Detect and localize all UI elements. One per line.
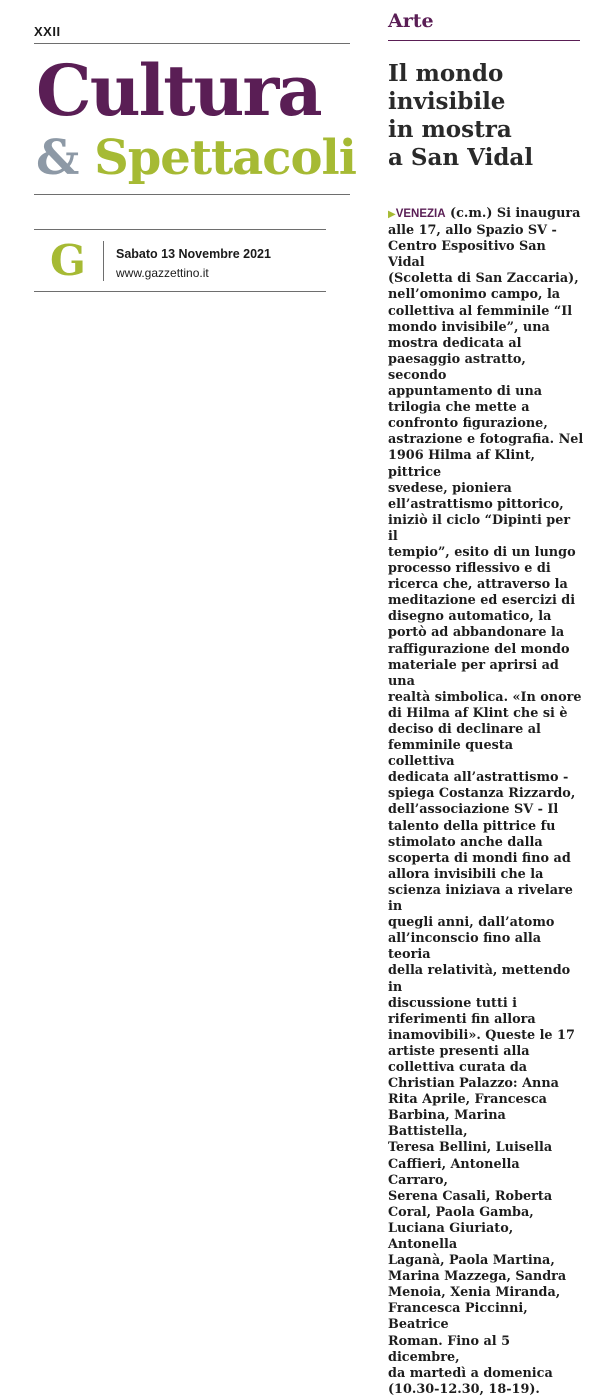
- date-box-bottom-rule: [34, 291, 326, 292]
- masthead-spettacoli: Spettacoli: [94, 130, 356, 186]
- body-line: Francesca Piccinni, Beatrice: [388, 1301, 528, 1333]
- masthead-rule: [34, 194, 350, 195]
- play-marker-icon: ▶: [388, 209, 396, 220]
- body-line: della relatività, mettendo in: [388, 963, 571, 995]
- body-line: allora invisibili che la: [388, 866, 544, 882]
- body-line: riferimenti fin allora: [388, 1011, 536, 1027]
- body-line: Serena Casali, Roberta: [388, 1188, 553, 1204]
- body-line: Centro Espositivo San Vidal: [388, 239, 546, 271]
- body-line: inamovibili». Queste le 17: [388, 1027, 575, 1043]
- issue-date: Sabato 13 Novembre 2021: [116, 247, 271, 261]
- body-line: appuntamento di una: [388, 384, 543, 400]
- body-line: trilogia che mette a: [388, 400, 530, 416]
- masthead-ampersand: &: [36, 130, 79, 186]
- masthead-spettacoli-line: [36, 130, 356, 186]
- body-line: ricerca che, attraverso la: [388, 577, 568, 593]
- body-line: nell’omonimo campo, la: [388, 287, 561, 303]
- headline-line: in mostra: [388, 116, 512, 143]
- body-line: realtà simbolica. «In onore: [388, 689, 582, 705]
- body-line: tempio”, esito di un lungo: [388, 544, 576, 560]
- body-line: scoperta di mondi fino ad: [388, 850, 571, 866]
- masthead-cultura: Cultura: [36, 49, 321, 132]
- body-line: Christian Palazzo: Anna: [388, 1076, 559, 1092]
- body-line: stimolato anche dalla: [388, 834, 543, 850]
- body-line: scienza iniziava a rivelare in: [388, 882, 573, 915]
- body-line: 1906 Hilma af Klint, pittrice: [388, 448, 535, 480]
- article-body: [388, 206, 584, 1398]
- body-line: mondo invisibile”, una: [388, 319, 550, 335]
- body-line: artiste presenti alla: [388, 1043, 530, 1059]
- body-line: disegno automatico, la: [388, 609, 552, 625]
- body-line: Roman. Fino al 5 dicembre,: [388, 1333, 510, 1365]
- body-line: alle 17, allo Spazio SV -: [388, 223, 557, 239]
- body-line: (Scoletta di San Zaccaria),: [388, 271, 579, 287]
- body-line: Caffieri, Antonella Carraro,: [388, 1156, 520, 1188]
- body-line: Coral, Paola Gamba,: [388, 1204, 534, 1220]
- body-line: meditazione ed esercizi di: [388, 593, 576, 609]
- section-rule: [388, 40, 580, 41]
- body-line: di Hilma af Klint che si è: [388, 705, 568, 721]
- body-line: Marina Mazzega, Sandra: [388, 1269, 567, 1285]
- body-line: Barbina, Marina Battistella,: [388, 1108, 506, 1140]
- body-line: quegli anni, dall’atomo: [388, 915, 555, 931]
- body-line: processo riflessivo e di: [388, 561, 551, 577]
- body-line-text: (c.m.) Si inaugura: [450, 206, 581, 221]
- body-line: iniziò il ciclo “Dipinti per il: [388, 512, 571, 544]
- body-line: da martedì a domenica: [388, 1365, 553, 1381]
- section-label: Arte: [388, 10, 434, 32]
- header-rule: [34, 43, 350, 44]
- body-line: femminile questa collettiva: [388, 738, 514, 770]
- body-line: spiega Costanza Rizzardo,: [388, 786, 576, 802]
- article-dateline: VENEZIA: [395, 208, 446, 220]
- website-url: www.gazzettino.it: [116, 266, 209, 280]
- body-line: talento della pittrice fu: [388, 818, 556, 834]
- logo-divider: [103, 241, 104, 281]
- body-line: discussione tutti i: [388, 995, 518, 1011]
- body-line: materiale per aprirsi ad una: [388, 657, 559, 689]
- body-line: collettiva curata da: [388, 1059, 528, 1075]
- date-box-top-rule: [34, 229, 326, 230]
- body-line: all’inconscio fino alla teoria: [388, 931, 542, 963]
- body-line: raffigurazione del mondo: [388, 641, 570, 657]
- gazzettino-logo: G: [50, 236, 86, 285]
- body-line: dedicata all’astrattismo -: [388, 770, 569, 786]
- article-headline: [388, 60, 588, 172]
- body-line: paesaggio astratto, secondo: [388, 351, 526, 383]
- body-line: Laganà, Paola Martina,: [388, 1253, 555, 1269]
- body-line: ell’astrattismo pittorico,: [388, 496, 564, 512]
- headline-line: invisibile: [388, 88, 506, 115]
- body-line: svedese, pioniera: [388, 480, 512, 496]
- body-line: portò ad abbandonare la: [388, 625, 565, 641]
- body-line: [388, 206, 584, 223]
- body-line: deciso di declinare al: [388, 722, 541, 737]
- headline-line: Il mondo: [388, 60, 504, 87]
- body-line: mostra dedicata al: [388, 335, 522, 351]
- body-line: confronto figurazione,: [388, 416, 548, 432]
- headline-line: a San Vidal: [388, 144, 534, 171]
- body-line: Teresa Bellini, Luisella: [388, 1140, 553, 1156]
- body-line: Luciana Giuriato, Antonella: [388, 1220, 514, 1252]
- body-line: astrazione e fotografia. Nel: [388, 432, 584, 448]
- body-line: (10.30-12.30, 18-19).: [388, 1381, 540, 1397]
- body-line: collettiva al femminile “Il: [388, 303, 573, 319]
- body-line: Rita Aprile, Francesca: [388, 1092, 547, 1108]
- body-line: Menoia, Xenia Miranda,: [388, 1285, 561, 1301]
- page-number: XXII: [34, 24, 61, 39]
- body-line: dell’associazione SV - Il: [388, 802, 559, 818]
